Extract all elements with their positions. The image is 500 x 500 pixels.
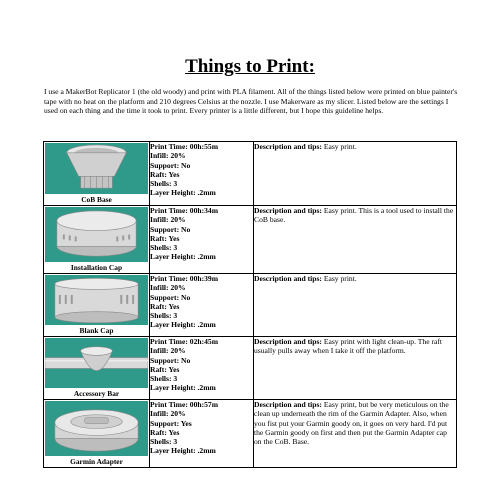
shells: Shells: 3 [150, 179, 178, 189]
desc-label: Description and tips: [254, 274, 322, 283]
things-table [43, 141, 457, 468]
thing-caption: Accessory Bar [44, 389, 149, 398]
shells: Shells: 3 [150, 243, 178, 253]
table-row [44, 274, 457, 337]
thing-settings [150, 142, 254, 206]
thing-description [254, 337, 457, 400]
thing-caption: Blank Cap [44, 326, 149, 335]
shells: Shells: 3 [150, 311, 178, 321]
support: Support: No [150, 160, 191, 170]
intro-paragraph: I use a MakerBot Replicator 1 (the old woody) and print with PLA filament. All of the things listed below were printed on blue painter's tape with no heat on the platform and 210 degrees Celsius at the nozzle. I use Makerware as my slicer. Listed below are the settings I used on each thing and the time it took to print. Every printer is a little different, but I hope this guideline helps. [44, 87, 458, 115]
thing-image-cell [44, 337, 150, 400]
raft: Raft: Yes [150, 364, 180, 374]
desc-text: Easy print, but be very meticulous on the clean up underneath the rim of the Garmin Adapter. Also, when you fist put your Garmin goody on, it goes on very hard. I'd put the Garmin goody on first and then put the Garmin Adapter cap on the CoB. Base. [254, 400, 449, 447]
layer-height: Layer Height: .2mm [150, 252, 216, 262]
desc-label: Description and tips: [254, 400, 322, 409]
support: Support: No [150, 355, 191, 365]
raft: Raft: Yes [150, 233, 180, 243]
thing-description [254, 400, 457, 468]
desc-text: Easy print. [321, 142, 357, 151]
infill: Infill: 20% [150, 215, 186, 225]
print-time: Print Time: 00h:57m [150, 400, 219, 409]
print-time: Print Time: 02h:45m [150, 337, 219, 346]
blank-cap-model-image [45, 275, 148, 325]
thing-description [254, 206, 457, 274]
raft: Raft: Yes [150, 427, 180, 437]
desc-label: Description and tips: [254, 337, 322, 346]
support: Support: No [150, 224, 191, 234]
layer-height: Layer Height: .2mm [150, 383, 216, 393]
desc-text: Easy print. [321, 274, 357, 283]
infill: Infill: 20% [150, 409, 186, 419]
table-row [44, 400, 457, 468]
thing-caption: Installation Cap [44, 263, 149, 272]
desc-label: Description and tips: [254, 206, 322, 215]
infill: Infill: 20% [150, 283, 186, 293]
support: Support: No [150, 292, 191, 302]
thing-caption: Garmin Adapter [44, 457, 149, 466]
desc-text: Easy print with light clean-up. The raft usually pulls away when I take it off the platform. [254, 337, 442, 356]
garmin-adapter-model-image [45, 401, 148, 456]
layer-height: Layer Height: .2mm [150, 446, 216, 456]
thing-image-cell [44, 274, 150, 337]
raft: Raft: Yes [150, 301, 180, 311]
support: Support: Yes [150, 418, 192, 428]
desc-label: Description and tips: [254, 142, 322, 151]
accessory-bar-model-image [45, 338, 148, 388]
thing-settings [150, 337, 254, 400]
desc-text: Easy print. This is a tool used to install the CoB base. [254, 206, 454, 225]
table-row [44, 337, 457, 400]
thing-image-cell [44, 142, 150, 206]
infill: Infill: 20% [150, 346, 186, 356]
layer-height: Layer Height: .2mm [150, 320, 216, 330]
page-title: Things to Print: [185, 56, 315, 77]
thing-settings [150, 206, 254, 274]
thing-caption: CoB Base [44, 195, 149, 204]
thing-image-cell [44, 400, 150, 468]
thing-image-cell [44, 206, 150, 274]
thing-description [254, 142, 457, 206]
cob-base-model-image [45, 143, 148, 194]
thing-settings [150, 274, 254, 337]
installation-cap-model-image [45, 207, 148, 262]
shells: Shells: 3 [150, 374, 178, 384]
table-row [44, 206, 457, 274]
raft: Raft: Yes [150, 169, 180, 179]
thing-description [254, 274, 457, 337]
shells: Shells: 3 [150, 437, 178, 447]
print-time: Print Time: 00h:34m [150, 206, 219, 215]
layer-height: Layer Height: .2mm [150, 188, 216, 198]
print-time: Print Time: 00h:39m [150, 274, 219, 283]
table-row [44, 142, 457, 206]
print-time: Print Time: 00h:55m [150, 142, 219, 151]
infill: Infill: 20% [150, 151, 186, 161]
thing-settings [150, 400, 254, 468]
